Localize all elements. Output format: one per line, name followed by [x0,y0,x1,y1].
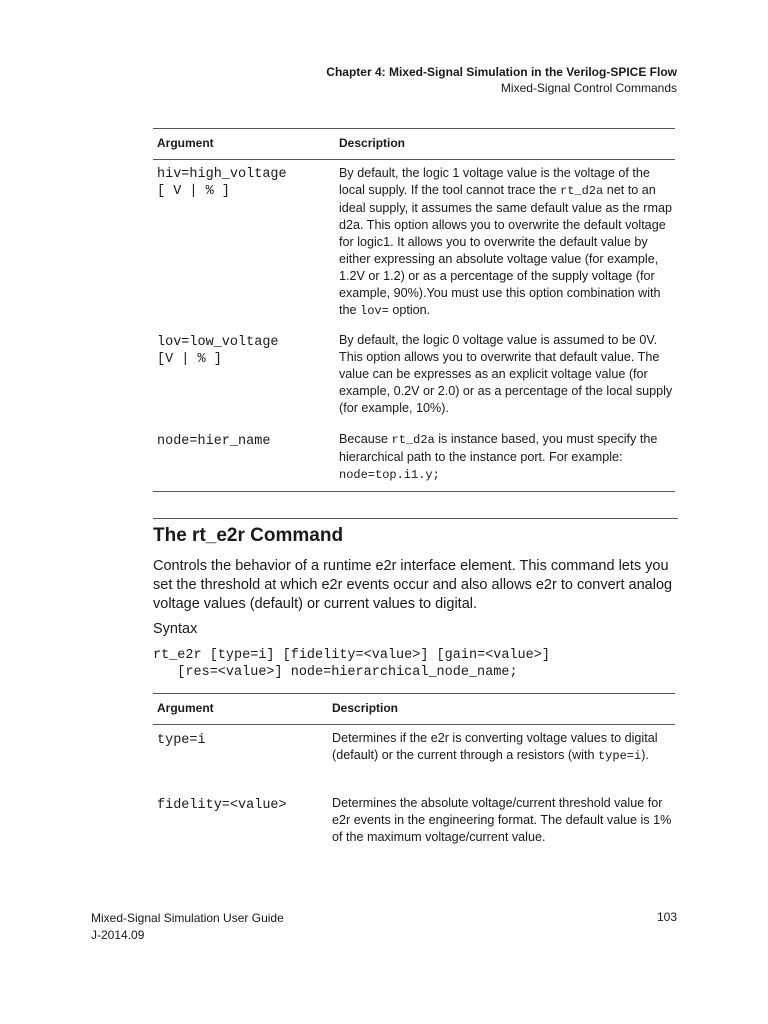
section-rule [153,518,678,519]
table-bottom-rule [153,491,675,492]
section-heading: The rt_e2r Command [153,525,344,546]
footer-guide-title: Mixed-Signal Simulation User Guide [91,911,284,925]
table-header-rule [153,724,675,725]
syntax-code-block: rt_e2r [type=i] [fidelity=<value>] [gain=<value>] [res=<value>] node=hierarchical_node_name; [153,648,550,680]
footer-version: J-2014.09 [91,928,145,942]
arguments-table-2 [153,693,675,863]
page-number: 103 [656,910,677,924]
syntax-label: Syntax [153,621,198,637]
description-cell: Determines the absolute voltage/current threshold value for e2r events in the engineering format. The default value is 1% of the maximum voltage/current value. [332,796,672,844]
description-cell: By default, the logic 0 voltage value is assumed to be 0V. This option allows you to overwrite that default value. The value can be expresses as an explicit voltage value (for example, 0.2V or 2.0) or as a percentage of the local supply (for example, 10%). [339,333,673,415]
table-header-rule [153,159,675,160]
argument-cell: fidelity=<value> [157,798,287,813]
argument-cell: node=hier_name [157,434,271,449]
column-header-argument: Argument [157,701,214,715]
arguments-table-1 [153,128,675,493]
argument-cell: type=i [157,733,206,748]
argument-cell: lov=low_voltage [V | % ] [157,335,279,367]
table-top-rule [153,693,675,694]
description-cell: Determines if the e2r is converting voltage values to digital (default) or the current through a resistors (with type=i). [332,731,658,763]
section-intro-paragraph: Controls the behavior of a runtime e2r interface element. This command lets you set the threshold at which e2r events occur and also allows e2r to convert analog voltage values (default) or current values to digital. [153,558,673,612]
column-header-description: Description [339,136,406,150]
table-top-rule [153,128,675,129]
column-header-description: Description [332,701,399,715]
section-title-header: Mixed-Signal Control Commands [500,81,677,95]
argument-cell: hiv=high_voltage [ V | % ] [157,167,287,199]
description-cell: Because rt_d2a is instance based, you must specify the hierarchical path to the instance port. For example: node=top.i1.y; [339,432,658,482]
chapter-title: Chapter 4: Mixed-Signal Simulation in the Verilog-SPICE Flow [326,65,677,79]
description-cell: By default, the logic 1 voltage value is the voltage of the local supply. If the tool cannot trace the rt_d2a net to an ideal supply, it assumes the same default value as the rmap d2a. This option allows you to overwrite the default voltage for logic1. It allows you to overwrite the default value by either expressing an absolute voltage value (for example, 1.2V or 1.2) or as a percentage of the supply voltage (for example, 90%).You must use this option combination with the lov= option. [339,166,672,318]
column-header-argument: Argument [157,136,214,150]
footer-document-info [91,910,284,944]
